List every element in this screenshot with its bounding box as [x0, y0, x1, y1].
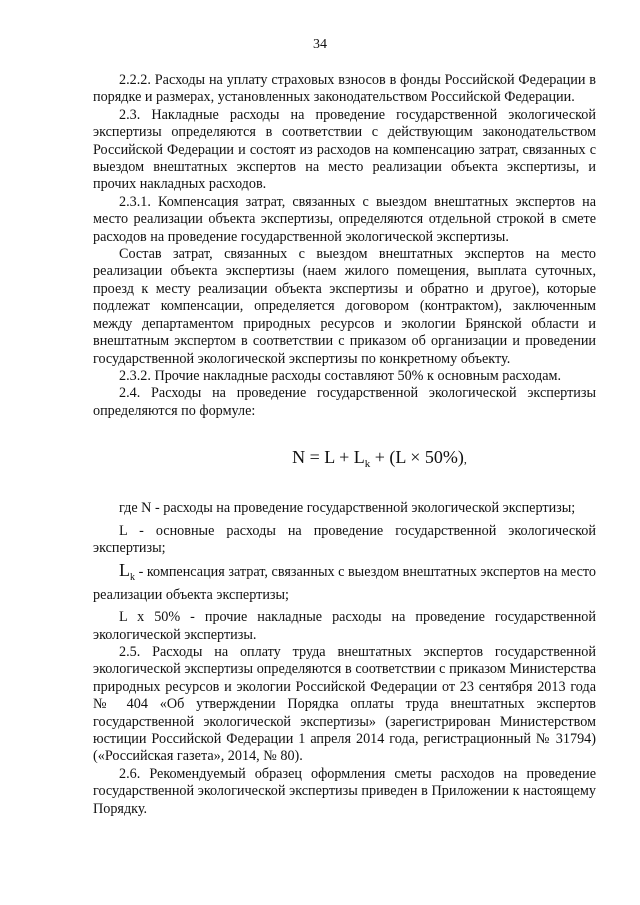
formula-times: × [410, 447, 421, 468]
legend-lk-text: - компенсация затрат, связанных с выездом внештатных экспертов на место реализации объекта экспертизы; [93, 564, 596, 603]
formula-n: N [292, 447, 306, 468]
legend-lk [93, 562, 596, 604]
paragraph-2-3-1: 2.3.1. Компенсация затрат, связанных с выездом внештатных экспертов на место реализации объекта экспертизы, определяются отдельной строкой в смете расходов на проведение государственной экологической экспертизы. [93, 193, 596, 245]
formula-lk-subscript: k [364, 458, 371, 471]
legend-lk-base: L [119, 560, 130, 581]
document-body [93, 72, 596, 818]
formula-equals: = [309, 447, 320, 468]
paragraph-2-4: 2.4. Расходы на проведение государственной экологической экспертизы определяются по формуле: [93, 385, 596, 419]
formula-plus-1: + [339, 447, 350, 468]
formula-l: L [324, 447, 335, 468]
legend-l-50: L x 50% - прочие накладные расходы на проведение государственной экологической экспертизы. [93, 609, 596, 643]
paragraph-2-3-2: 2.3.2. Прочие накладные расходы составляют 50% к основным расходам. [119, 367, 562, 384]
paragraph-2-6: 2.6. Рекомендуемый образец оформления сметы расходов на проведение государственной экологической экспертизы приведен в Приложении к настоящему Порядку. [93, 765, 596, 817]
formula-lk [353, 447, 371, 471]
paragraph-2-5: 2.5. Расходы на оплату труда внештатных экспертов государственной экологической экспертизы определяются в соответствии с приказом Министерства природных ресурсов и экологии Российской Федерации от 23 сентября 2013 года № 404 «Об утверждении Порядка оплаты труда внештатных экспертов государственной экологической экспертизы» (зарегистрирован Министерством юстиции Российской Федерации 1 апреля 2014 года, регистрационный № 31794) («Российская газета», 2014, № 80). [93, 643, 596, 765]
legend-l: L - основные расходы на проведение государственной экологической экспертизы; [93, 522, 596, 556]
paragraph-expense-composition: Состав затрат, связанных с выездом внештатных экспертов на место реализации объекта экспертизы (наем жилого помещения, выплата суточных, проезд к месту реализации объекта экспертизы и обратно и другое), которые подлежат компенсации, определяется договором (контрактом), заключенным между департаментом природных ресурсов и экологии Брянской области и внештатным экспертом в соответствии с приказом об организации и проведении государственной экологической экспертизы по конкретному объекту. [93, 246, 596, 367]
legend-lk-symbol [119, 560, 135, 584]
formula-paren-l: (L [389, 447, 406, 468]
cost-formula [93, 445, 596, 476]
page-number: 34 [313, 37, 327, 52]
formula-percent: 50%) [424, 447, 464, 468]
paragraph-2-3: 2.3. Накладные расходы на проведение государственной экологической экспертизы определяются в соответствии с действующим законодательством Российской Федерации и состоят из расходов на компенсацию затрат, связанных с выездом внештатных экспертов на место реализации объекта экспертизы, и прочих накладных расходов. [93, 106, 596, 193]
legend-lk-subscript: k [130, 572, 135, 584]
legend-n: где N - расходы на проведение государственной экологической экспертизы; [119, 500, 576, 517]
paragraph-2-2-2: 2.2.2. Расходы на уплату страховых взносов в фонды Российской Федерации в порядке и размерах, установленных законодательством Российской Федерации. [93, 72, 596, 106]
formula-plus-2: + [374, 447, 385, 468]
formula-lk-base: L [353, 447, 365, 468]
formula-trailing-comma: , [463, 452, 467, 467]
